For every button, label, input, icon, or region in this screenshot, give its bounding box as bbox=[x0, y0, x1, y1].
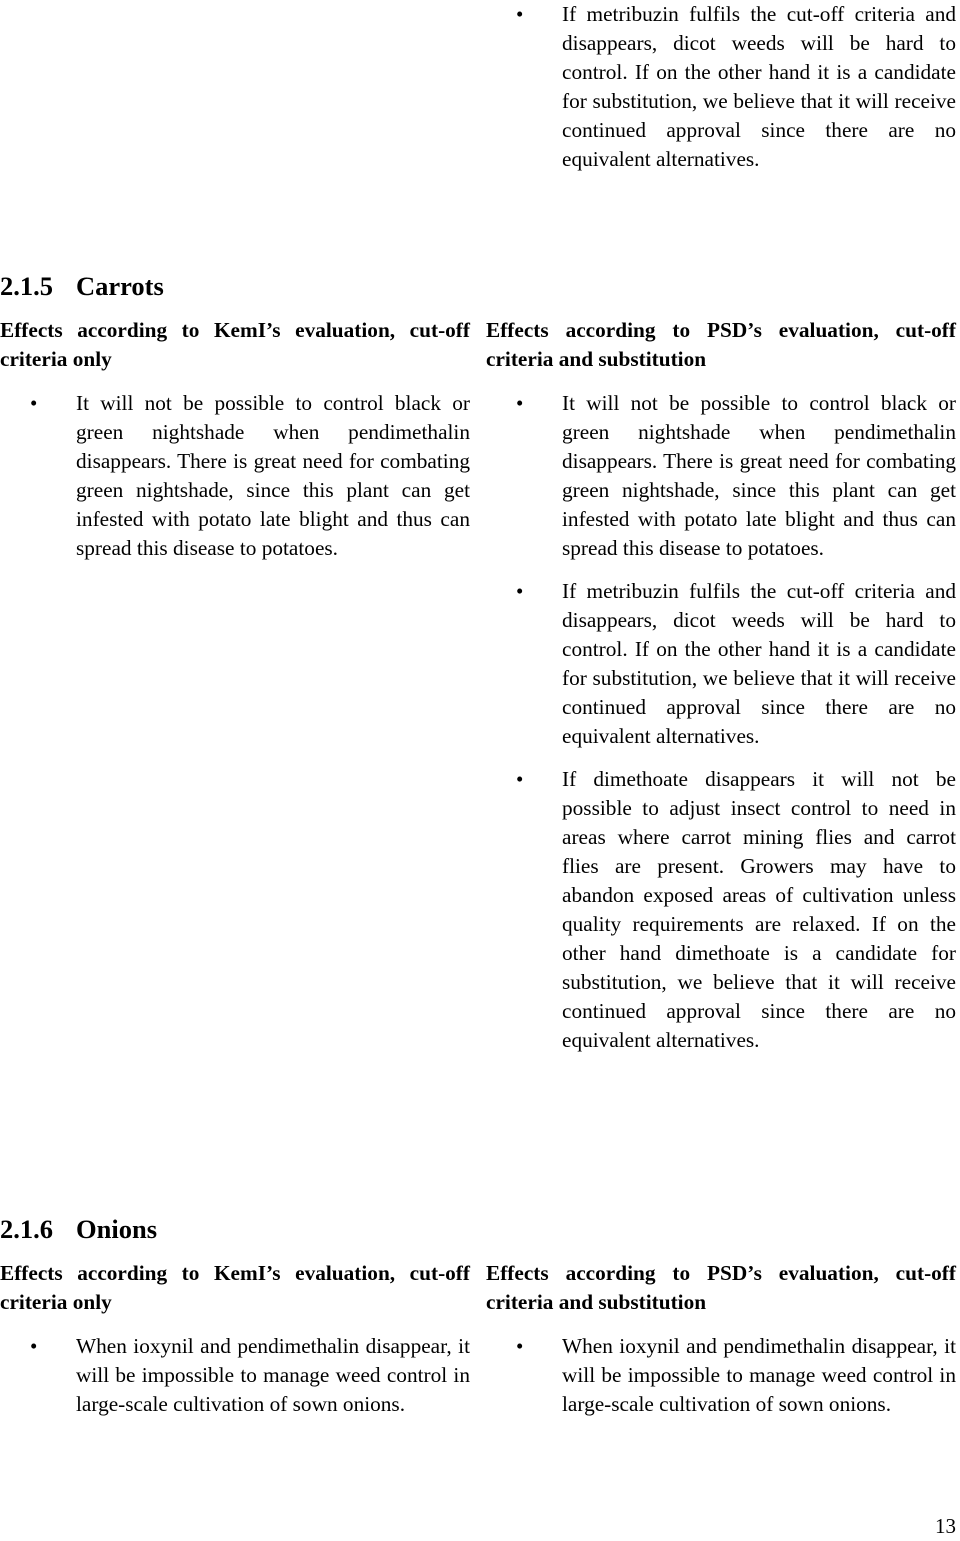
left-column-heading: Effects according to KemI’s evaluation, cut-off criteria only bbox=[0, 1261, 470, 1314]
page-number: 13 bbox=[935, 1514, 956, 1538]
section-title: Onions bbox=[76, 1214, 158, 1244]
list-item: • When ioxynil and pendimethalin disappear, it will be impossible to manage weed control in large-scale cultivation of sown onions. bbox=[0, 1332, 470, 1419]
list-item: • If metribuzin fulfils the cut-off criteria and disappears, dicot weeds will be hard to control. If on the other hand it is a candidate for substitution, we believe that it will receive continued approval since there are no equivalent alternatives. bbox=[486, 577, 956, 751]
list-item: • It will not be possible to control black or green nightshade when pendimethalin disappears. There is great need for combating green nightshade, since this plant can get infested with potato late blight and thus can spread this disease to potatoes. bbox=[486, 389, 956, 563]
right-column-heading: Effects according to PSD’s evaluation, cut-off criteria and substitution bbox=[486, 1261, 956, 1314]
left-bullet-list bbox=[0, 389, 470, 563]
list-item: • When ioxynil and pendimethalin disappear, it will be impossible to manage weed control in large-scale cultivation of sown onions. bbox=[486, 1332, 956, 1419]
section-heading-carrots bbox=[0, 269, 164, 303]
left-bullet-list bbox=[0, 1332, 470, 1419]
list-spacer bbox=[486, 563, 956, 577]
list-spacer bbox=[486, 751, 956, 765]
right-bullet-list bbox=[486, 1332, 956, 1419]
list-item: • It will not be possible to control black or green nightshade when pendimethalin disappears. There is great need for combating green nightshade, since this plant can get infested with potato late blight and thus can spread this disease to potatoes. bbox=[0, 389, 470, 563]
section-number: 2.1.5 bbox=[0, 271, 53, 301]
section-heading-onions bbox=[0, 1212, 157, 1246]
right-bullet-list bbox=[486, 389, 956, 1055]
list-item: • If dimethoate disappears it will not be possible to adjust insect control to need in areas where carrot mining flies and carrot flies are present. Growers may have to abandon exposed areas of cultivation unless quality requirements are relaxed. If on the other hand dimethoate is a candidate for substitution, we believe that it will receive continued approval since there are no equivalent alternatives. bbox=[486, 765, 956, 1055]
section-title: Carrots bbox=[76, 271, 164, 301]
top-continuation-list bbox=[486, 0, 956, 174]
list-item: • If metribuzin fulfils the cut-off criteria and disappears, dicot weeds will be hard to control. If on the other hand it is a candidate for substitution, we believe that it will receive continued approval since there are no equivalent alternatives. bbox=[486, 0, 956, 174]
left-column-heading: Effects according to KemI’s evaluation, cut-off criteria only bbox=[0, 318, 470, 371]
section-number: 2.1.6 bbox=[0, 1214, 53, 1244]
right-column-heading: Effects according to PSD’s evaluation, cut-off criteria and substitution bbox=[486, 318, 956, 371]
